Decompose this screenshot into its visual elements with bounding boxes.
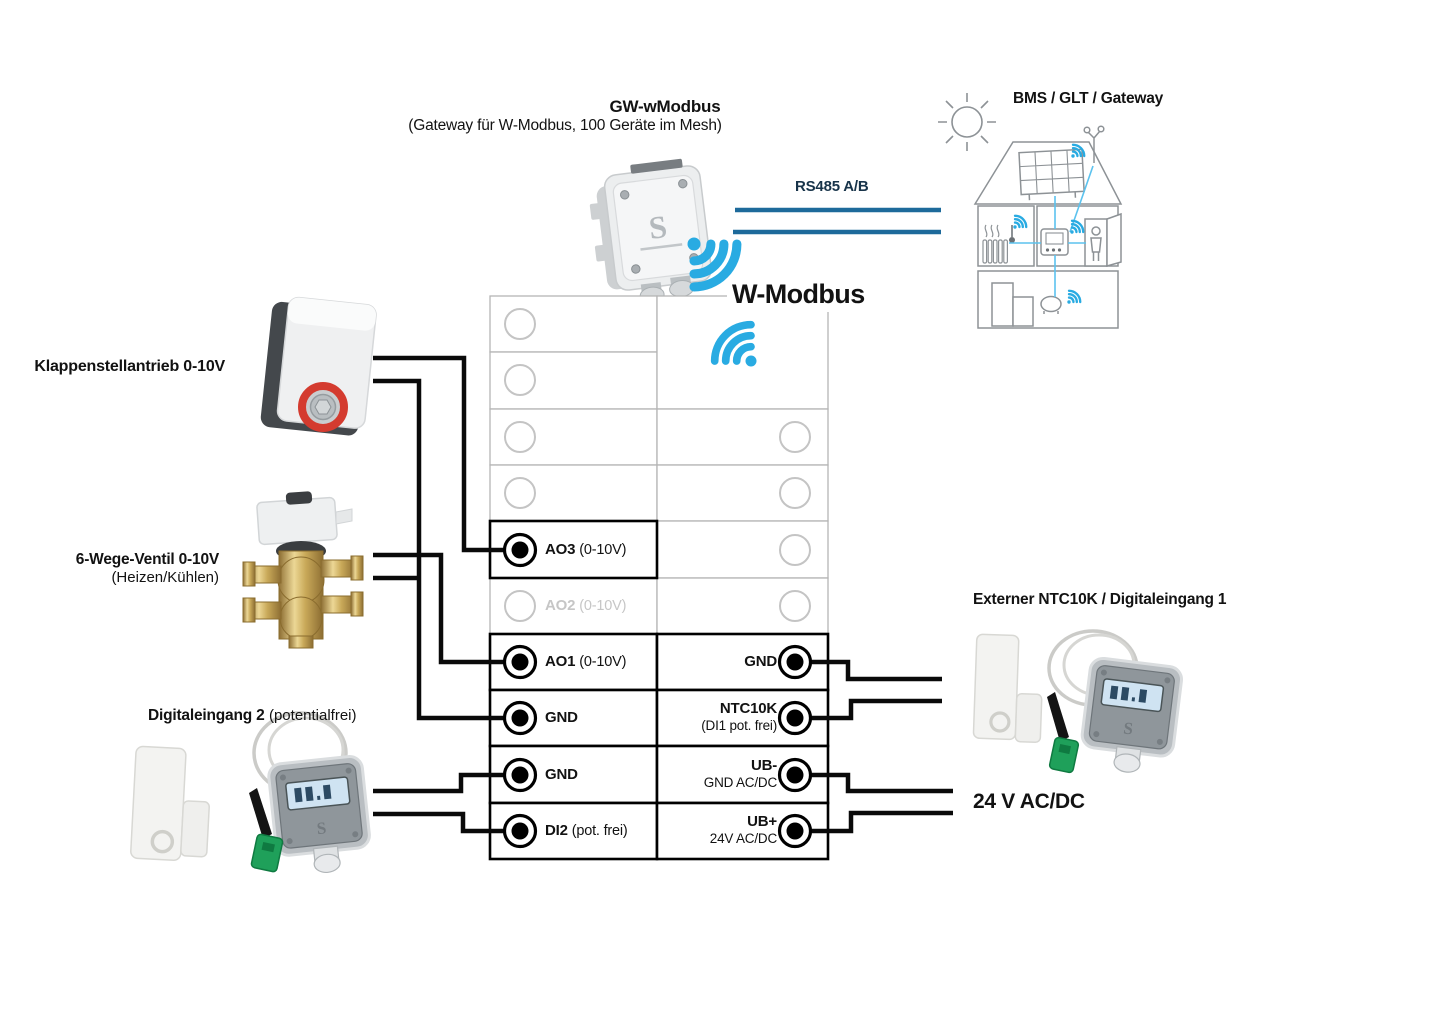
terminal-gnd2 xyxy=(505,760,536,791)
terminal-suffix: (0-10V) xyxy=(579,542,627,558)
six-way-valve-illustration xyxy=(243,491,363,648)
terminal-empty xyxy=(780,535,810,565)
terminal-suffix: (0-10V) xyxy=(579,598,627,614)
terminal-empty xyxy=(505,365,535,395)
terminal-suffix: (pot. frei) xyxy=(571,823,628,839)
terminal-name: GND xyxy=(545,766,578,783)
terminal-di2 xyxy=(505,816,536,847)
lcd-sensor-illustration xyxy=(1047,631,1183,777)
terminal-label-ao1 xyxy=(545,652,626,672)
terminal-sub: GND AC/DC xyxy=(703,775,777,790)
terminal-label-ntc10k xyxy=(701,700,777,733)
valve-label xyxy=(26,551,219,588)
power-label: 24 V AC/DC xyxy=(973,790,1085,813)
terminal-name: AO1 xyxy=(545,653,576,670)
valve-label-main: 6-Wege-Ventil 0-10V xyxy=(75,551,219,568)
terminal-gnd-r xyxy=(780,647,811,678)
terminal-empty xyxy=(780,422,810,452)
terminal-label-ub-minus xyxy=(704,757,777,790)
rs485-label: RS485 A/B xyxy=(795,178,869,195)
damper-actuator-illustration xyxy=(260,295,377,437)
terminal-label-gnd2 xyxy=(545,765,578,785)
sensor-logo: S xyxy=(315,818,328,839)
terminal-label-gnd1 xyxy=(545,708,578,728)
terminal-label-ao3 xyxy=(545,540,626,560)
terminal-gnd1 xyxy=(505,703,536,734)
room-controller-icon xyxy=(1041,229,1068,255)
terminal-label-ao2 xyxy=(545,596,626,616)
terminal-name: GND xyxy=(744,653,777,670)
terminal-ntc10k xyxy=(780,703,811,734)
terminal-label-di2 xyxy=(545,821,628,841)
terminal-name: GND xyxy=(545,709,578,726)
gateway-logo: S xyxy=(646,208,669,246)
terminal-name: UB+ xyxy=(747,813,777,830)
gateway-device-illustration xyxy=(585,157,736,310)
terminal-block xyxy=(490,296,828,859)
terminal-sub: (DI1 pot. frei) xyxy=(701,718,777,733)
lcd-sensor-illustration xyxy=(249,713,373,877)
digital-input2-label xyxy=(148,707,357,725)
damper-label: Klappenstellantrieb 0-10V xyxy=(34,358,225,375)
terminal-ub-minus xyxy=(780,760,811,791)
sensor-logo: S xyxy=(1122,718,1135,739)
terminal-sub: 24V AC/DC xyxy=(709,831,777,846)
wireless-pod-icon xyxy=(1041,297,1061,315)
probe-icon xyxy=(1047,692,1079,773)
rs485-bus-lines xyxy=(733,210,941,232)
bms-house-illustration xyxy=(938,93,1121,328)
terminal-name: AO3 xyxy=(545,541,576,558)
terminal-empty xyxy=(505,309,535,339)
door-contact-illustration xyxy=(973,634,1044,742)
gateway-title: GW-wModbus xyxy=(609,97,721,116)
door-contact-illustration xyxy=(130,746,212,862)
bms-label: BMS / GLT / Gateway xyxy=(1013,90,1164,107)
terminal-ub-plus xyxy=(780,816,811,847)
terminal-name: AO2 xyxy=(545,597,576,614)
damper-hub xyxy=(302,386,344,428)
external-ntc-label: Externer NTC10K / Digitaleingang 1 xyxy=(973,591,1227,608)
terminal-ao1 xyxy=(505,647,536,678)
terminal-ao3 xyxy=(505,535,536,566)
digital-input2-label-main: Digitaleingang 2 xyxy=(148,707,265,724)
solar-panel-icon xyxy=(1019,149,1084,200)
terminal-empty xyxy=(505,478,535,508)
terminal-suffix: (0-10V) xyxy=(579,654,627,670)
terminal-name: UB- xyxy=(750,757,777,774)
valve-label-sub: (Heizen/Kühlen) xyxy=(111,569,219,587)
terminal-empty-ao2 xyxy=(505,591,535,621)
digital-input2-label-sub: (potentialfrei) xyxy=(268,707,357,724)
terminal-empty xyxy=(505,422,535,452)
terminal-label-gnd-r xyxy=(744,653,777,670)
terminal-name: NTC10K xyxy=(719,700,777,717)
terminal-empty xyxy=(780,478,810,508)
person-door-icon xyxy=(1085,214,1121,266)
gateway-subtitle: (Gateway für W-Modbus, 100 Geräte im Mesh) xyxy=(408,117,722,134)
terminal-label-ub-plus xyxy=(710,813,777,846)
sun-icon xyxy=(938,93,996,151)
terminal-name: DI2 xyxy=(545,822,568,839)
terminal-empty xyxy=(780,591,810,621)
wmodbus-label: W-Modbus xyxy=(727,279,870,312)
